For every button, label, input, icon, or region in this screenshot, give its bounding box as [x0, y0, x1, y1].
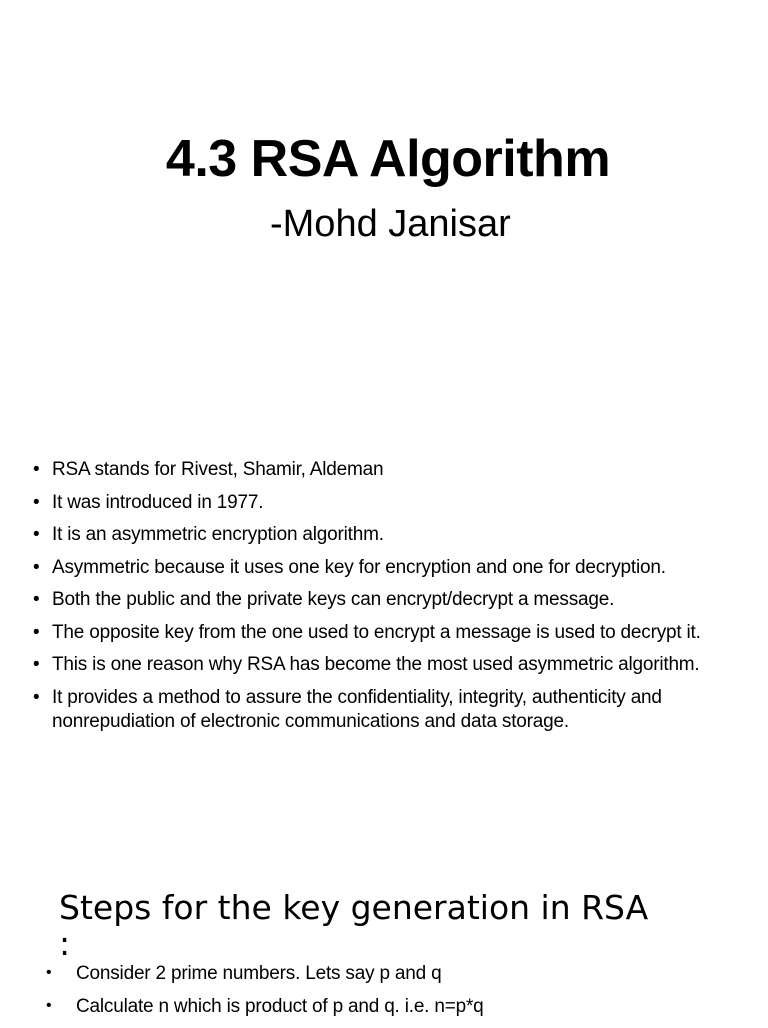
bullet-text: RSA stands for Rivest, Shamir, Aldeman: [52, 459, 384, 480]
bullet-icon: •: [33, 556, 40, 578]
list-item: [40, 995, 740, 1019]
key-generation-steps: [40, 962, 740, 1028]
bullet-icon: •: [33, 524, 40, 545]
list-item: [30, 556, 720, 580]
list-item: [40, 962, 740, 986]
list-item: [30, 523, 720, 547]
list-item: [30, 621, 720, 645]
step-text: Consider 2 prime numbers. Lets say p and q: [76, 963, 442, 984]
bullet-icon: •: [33, 621, 40, 643]
bullet-text: It provides a method to assure the confidentiality, integrity, authenticity and nonrepudiation of electronic communications and data storage.: [52, 686, 662, 732]
bullet-text: Asymmetric because it uses one key for encryption and one for decryption.: [52, 556, 666, 578]
bullet-icon: •: [46, 997, 52, 1014]
slide-title: 4.3 RSA Algorithm: [165, 130, 611, 188]
bullet-text: It was introduced in 1977.: [52, 491, 264, 513]
bullet-icon: •: [46, 964, 52, 981]
list-item: [30, 588, 720, 612]
key-generation-heading: Steps for the key generation in RSA :: [59, 888, 649, 963]
bullet-text: This is one reason why RSA has become the most used asymmetric algorithm.: [52, 654, 700, 675]
bullet-icon: •: [33, 654, 40, 675]
bullet-icon: •: [33, 686, 40, 708]
step-text: Calculate n which is product of p and q. i.e. n=p*q: [76, 996, 484, 1017]
list-item: [30, 491, 720, 515]
bullet-text: It is an asymmetric encryption algorithm.: [52, 524, 384, 545]
bullet-icon: •: [33, 589, 40, 610]
bullet-text: Both the public and the private keys can encrypt/decrypt a message.: [52, 589, 615, 610]
list-item: [30, 458, 720, 482]
bullet-icon: •: [33, 491, 40, 513]
slide-subtitle-author: -Mohd Janisar: [270, 203, 511, 245]
rsa-facts-list: [30, 458, 720, 742]
list-item: [30, 686, 720, 734]
bullet-icon: •: [33, 459, 40, 480]
bullet-text: The opposite key from the one used to encrypt a message is used to decrypt it.: [52, 621, 701, 643]
list-item: [30, 653, 720, 677]
